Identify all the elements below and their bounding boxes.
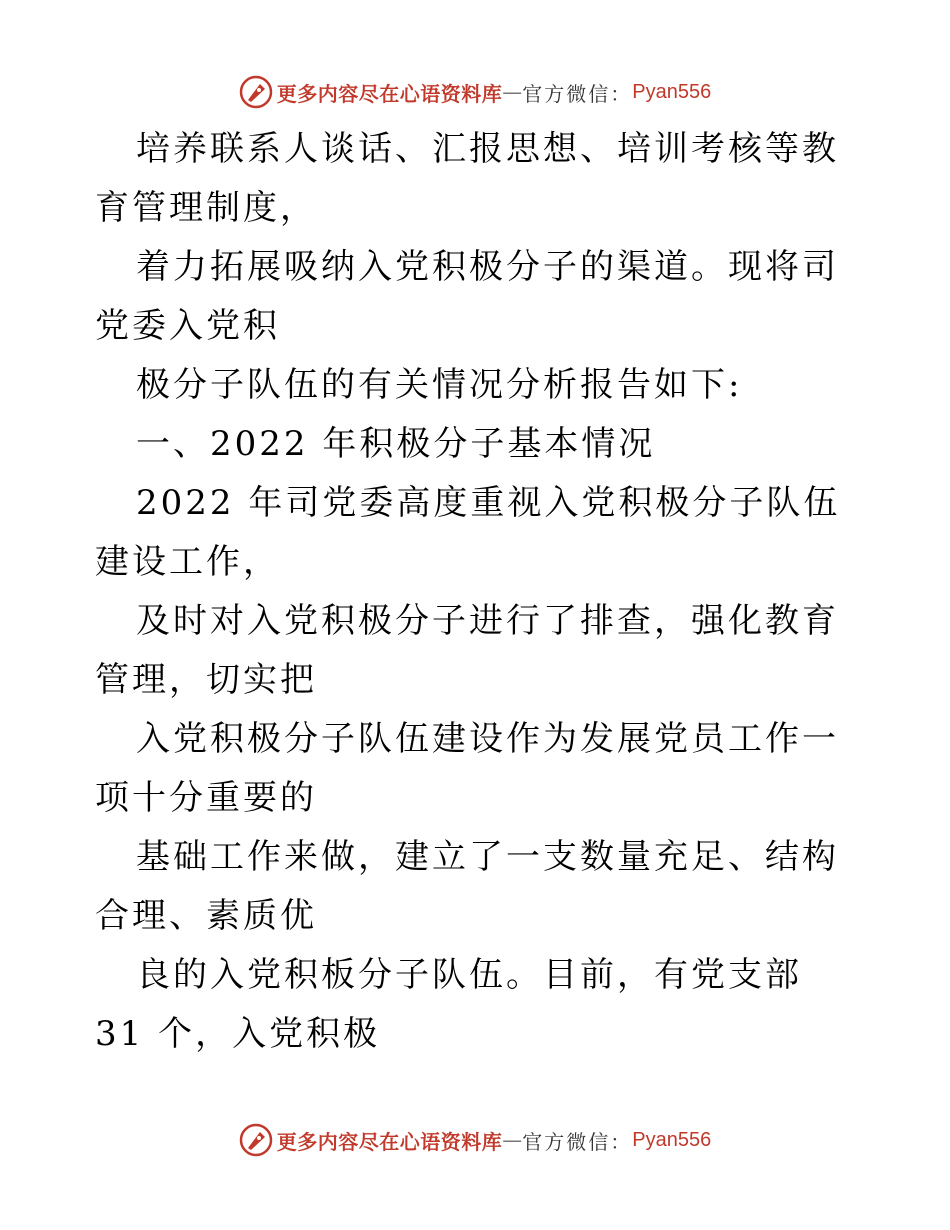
paragraph: 入党积极分子队伍建设作为发展党员工作一项十分重要的 <box>95 719 839 818</box>
paragraph: 2022 年司党委高度重视入党积极分子队伍建设工作， <box>95 483 841 582</box>
pen-nib-logo-icon <box>239 75 273 109</box>
pen-nib-logo-icon <box>239 1123 273 1157</box>
header-watermark-banner <box>0 72 950 112</box>
footer-watermark-banner <box>0 1120 950 1160</box>
banner-dash: — <box>502 1128 523 1152</box>
banner-wechat-id: Pyan556 <box>632 1128 712 1151</box>
banner-wechat-id: Pyan556 <box>632 80 712 103</box>
paragraph: 良的入党积板分子队伍。目前，有党支部 31 个，入党积极 <box>95 955 802 1054</box>
paragraph: 极分子队伍的有关情况分析报告如下: <box>136 365 743 405</box>
paragraph: 着力拓展吸纳入党积极分子的渠道。现将司党委入党积 <box>95 247 839 346</box>
banner-wechat-label: 官方微信： <box>522 81 633 106</box>
banner-dash: — <box>502 80 523 104</box>
banner-brand-text: 更多内容尽在心语资料库 <box>276 81 503 106</box>
paragraph: 基础工作来做，建立了一支数量充足、结构合理、素质优 <box>95 837 839 936</box>
banner-wechat-label: 官方微信： <box>522 1129 633 1154</box>
banner-brand-text: 更多内容尽在心语资料库 <box>276 1129 503 1154</box>
section-heading: 一、2022 年积极分子基本情况 <box>136 424 656 464</box>
document-body <box>95 120 865 1064</box>
paragraph: 培养联系人谈话、汇报思想、培训考核等教育管理制度， <box>95 129 839 228</box>
paragraph: 及时对入党积极分子进行了排查，强化教育管理，切实把 <box>95 601 839 700</box>
